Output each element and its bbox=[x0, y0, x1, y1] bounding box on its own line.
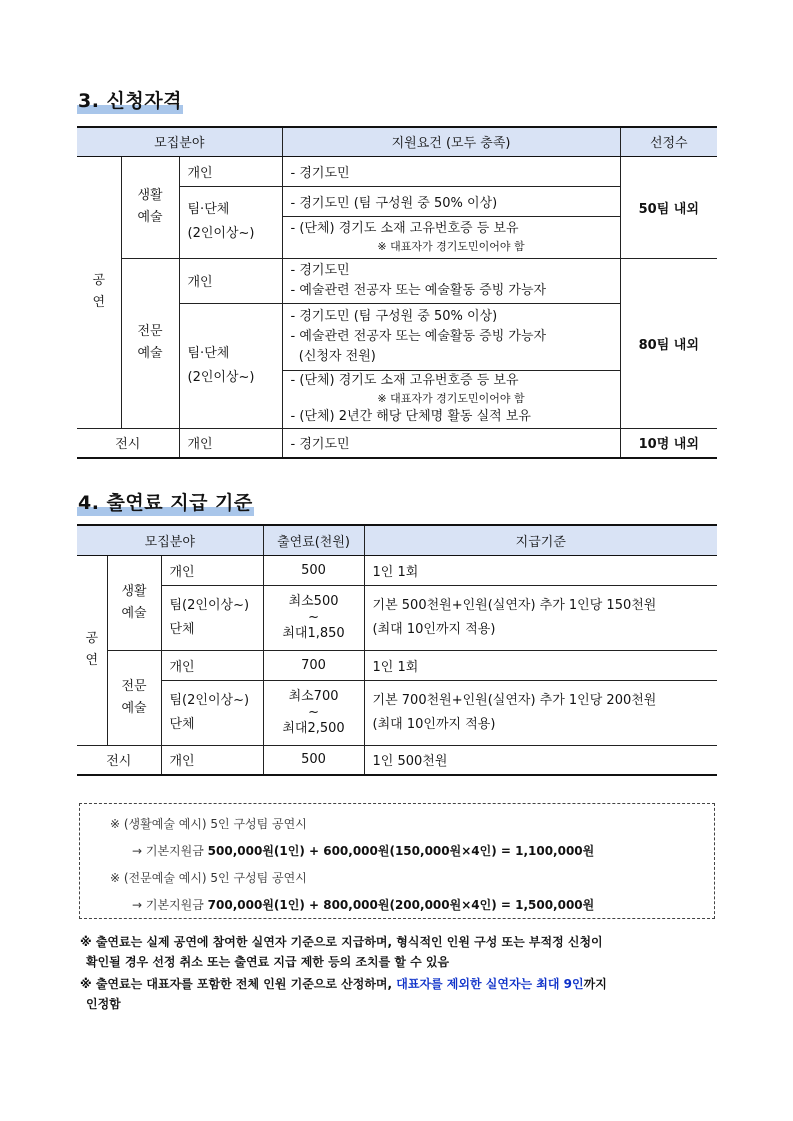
fee-pro-team-basis: 기본 700천원+인원(실연자) 추가 1인당 200천원 (최대 10인까지 적용) bbox=[364, 680, 717, 745]
note-1 bbox=[80, 932, 720, 972]
example-2-title: ※ (전문예술 예시) 5인 구성팀 공연시 bbox=[110, 871, 307, 885]
exhibit-category: 전시 bbox=[77, 428, 179, 458]
pro-team-note: ※ 대표자가 경기도민이어야 함 bbox=[377, 392, 525, 405]
header-requirements: 지원요건 (모두 충족) bbox=[282, 127, 620, 156]
pro-team-req2: - 예술관련 전공자 또는 예술활동 증빙 가능자 bbox=[290, 328, 547, 344]
section-4-title: 4. 출연료 지급 기준 bbox=[78, 492, 253, 514]
pro-team-req5: - (단체) 2년간 해당 단체명 활동 실적 보유 bbox=[290, 409, 531, 424]
example-2-prefix: → 기본지원금 bbox=[132, 898, 208, 912]
header-field: 모집분야 bbox=[77, 127, 282, 156]
note-1-line2: 확인될 경우 선정 취소 또는 출연료 지급 제한 등의 조치를 할 수 있음 bbox=[86, 955, 450, 969]
life-art-category: 생활 예술 bbox=[121, 156, 179, 258]
life-team-note: ※ 대표자가 경기도민이어야 함 bbox=[377, 240, 525, 253]
exhibit-req: - 경기도민 bbox=[282, 428, 620, 458]
pro-team: 팀·단체 (2인이상~) bbox=[179, 303, 282, 428]
pro-team-req4: - (단체) 경기도 소재 고유번호증 등 보유 bbox=[290, 373, 519, 388]
fee-exhibit-individual: 개인 bbox=[161, 745, 263, 775]
note-2-part-a: ※ 출연료는 대표자를 포함한 전체 인원 기준으로 산정하며, bbox=[80, 977, 397, 991]
fee-header-field: 모집분야 bbox=[77, 525, 263, 555]
performance-group-label: 공 연 bbox=[77, 156, 121, 428]
pro-art-category: 전문 예술 bbox=[121, 258, 179, 428]
pro-team-req3: (신청자 전원) bbox=[290, 348, 376, 364]
fee-table bbox=[77, 524, 717, 776]
exhibit-count: 10명 내외 bbox=[620, 428, 717, 458]
fee-header-amount: 출연료(천원) bbox=[263, 525, 364, 555]
fee-pro-team: 팀(2인이상~) 단체 bbox=[161, 680, 263, 745]
example-1-title: ※ (생활예술 예시) 5인 구성팀 공연시 bbox=[110, 817, 307, 831]
note-2-part-b: 까지 bbox=[583, 977, 607, 991]
note-2-highlight: 대표자를 제외한 실연자는 최대 9인 bbox=[396, 977, 584, 991]
example-1-prefix: → 기본지원금 bbox=[132, 844, 208, 858]
fee-life-individual-amount: 500 bbox=[263, 555, 364, 585]
section-3-title: 3. 신청자격 bbox=[78, 90, 182, 112]
fee-pro-team-amount: 최소700 ~ 최대2,500 bbox=[263, 680, 364, 745]
exhibit-individual: 개인 bbox=[179, 428, 282, 458]
fee-life-individual-basis: 1인 1회 bbox=[364, 555, 717, 585]
pro-team-req1: - 경기도민 (팀 구성원 중 50% 이상) bbox=[290, 308, 498, 324]
pro-count: 80팀 내외 bbox=[620, 258, 717, 428]
eligibility-table bbox=[77, 126, 717, 459]
life-team-req2: - (단체) 경기도 소재 고유번호증 등 보유 bbox=[290, 221, 519, 236]
fee-life-team-basis: 기본 500천원+인원(실연자) 추가 1인당 150천원 (최대 10인까지 적용) bbox=[364, 585, 717, 650]
note-2-line1 bbox=[80, 974, 720, 994]
example-1-calc: 500,000원(1인) + 600,000원(150,000원×4인) = 1,100,000원 bbox=[207, 844, 595, 858]
example-2-calc: 700,000원(1인) + 800,000원(200,000원×4인) = 1,500,000원 bbox=[207, 898, 595, 912]
life-individual-req: - 경기도민 bbox=[282, 156, 620, 186]
note-2-line2: 인정함 bbox=[86, 997, 121, 1011]
life-team: 팀·단체 (2인이상~) bbox=[179, 186, 282, 258]
example-2-line bbox=[132, 896, 594, 913]
header-count: 선정수 bbox=[620, 127, 717, 156]
fee-performance-group-label: 공 연 bbox=[77, 555, 107, 745]
fee-pro-individual-amount: 700 bbox=[263, 650, 364, 680]
life-count: 50팀 내외 bbox=[620, 156, 717, 258]
example-1-line bbox=[132, 842, 594, 859]
fee-header-basis: 지급기준 bbox=[364, 525, 717, 555]
fee-pro-category: 전문 예술 bbox=[107, 650, 161, 745]
fee-pro-individual: 개인 bbox=[161, 650, 263, 680]
pro-individual-req2: - 예술관련 전공자 또는 예술활동 증빙 가능자 bbox=[290, 282, 547, 298]
life-individual: 개인 bbox=[179, 156, 282, 186]
pro-individual-req1: - 경기도민 bbox=[290, 262, 350, 278]
fee-life-team: 팀(2인이상~) 단체 bbox=[161, 585, 263, 650]
fee-life-individual: 개인 bbox=[161, 555, 263, 585]
fee-life-category: 생활 예술 bbox=[107, 555, 161, 650]
fee-pro-individual-basis: 1인 1회 bbox=[364, 650, 717, 680]
pro-individual: 개인 bbox=[179, 258, 282, 303]
note-2 bbox=[80, 974, 720, 1014]
life-team-req1: - 경기도민 (팀 구성원 중 50% 이상) bbox=[282, 186, 620, 216]
fee-life-team-amount: 최소500 ~ 최대1,850 bbox=[263, 585, 364, 650]
fee-exhibit-basis: 1인 500천원 bbox=[364, 745, 717, 775]
fee-exhibit-amount: 500 bbox=[263, 745, 364, 775]
note-1-line1: ※ 출연료는 실제 공연에 참여한 실연자 기준으로 지급하며, 형식적인 인원 구성 또는 부적정 신청이 bbox=[80, 935, 603, 949]
fee-exhibit-category: 전시 bbox=[77, 745, 161, 775]
example-box bbox=[79, 803, 715, 919]
